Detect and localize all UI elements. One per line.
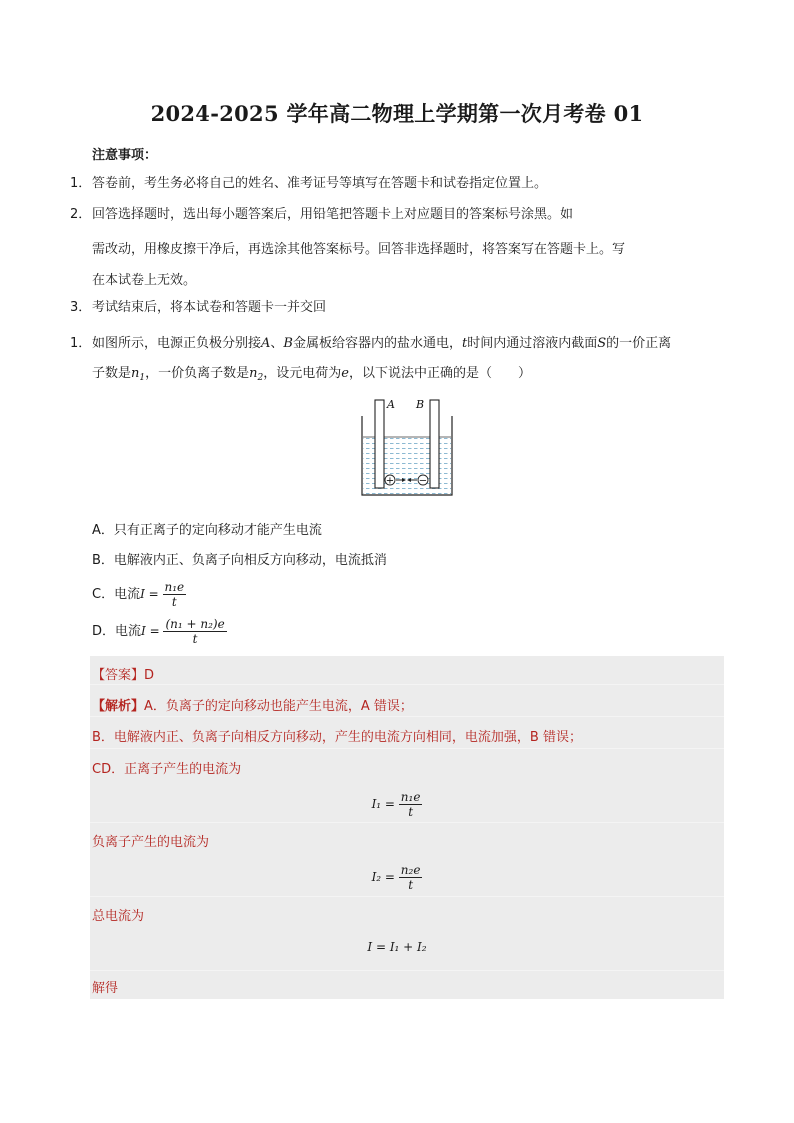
- question-stem-line-1: 1．如图所示，电源正负极分别接A、B金属板给容器内的盐水通电，t时间内通过溶液内截面S的一价正离: [70, 336, 672, 351]
- notice-item-2-cont-1: 需改动，用橡皮擦干净后，再选涂其他答案标号。回答非选择题时，将答案写在答题卡上。写: [92, 242, 626, 257]
- option-d: D．电流I = $\frac{\text{(n₁ + n₂)e}}{t}$: [92, 617, 225, 646]
- solve-text: 解得: [92, 981, 119, 996]
- label-a: A: [387, 398, 395, 411]
- page-title: 2024-2025 学年高二物理上学期第一次月考卷 01: [150, 101, 644, 126]
- row-divider: [90, 896, 724, 897]
- question-stem-line-2: 子数是$n_1$，一价负离子数是$n_2$，设元电荷为e，以下说法中正确的是（ ）: [92, 366, 531, 383]
- row-divider: [90, 684, 724, 685]
- row-divider: [90, 970, 724, 971]
- row-divider: [90, 716, 724, 717]
- equation-total: I = I₁ + I₂: [367, 940, 427, 954]
- negative-ion-sign: −: [418, 475, 428, 487]
- negative-ion-text: 负离子产生的电流为: [92, 835, 210, 850]
- label-b: B: [416, 398, 425, 411]
- total-current-text: 总电流为: [92, 909, 145, 924]
- option-a: A．只有正离子的定向移动才能产生电流: [92, 523, 322, 538]
- option-c: C．电流I = $\frac{\text{n₁e}}{t}$: [92, 580, 185, 609]
- option-b: B．电解液内正、负离子向相反方向移动，电流抵消: [92, 553, 387, 568]
- notice-item-3: 3．考试结束后，将本试卷和答题卡一并交回: [70, 300, 327, 315]
- notice-item-2-cont-2: 在本试卷上无效。: [92, 273, 197, 288]
- notice-item-2: 2．回答选择题时，选出每小题答案后，用铅笔把答题卡上对应题目的答案标号涂黑。如: [70, 207, 574, 222]
- equation-i1: I₁ = $\frac{\text{n₁e}}{t}$: [371, 790, 421, 819]
- analysis-line-b: B．电解液内正、负离子向相反方向移动，产生的电流方向相同，电流加强，B 错误；: [92, 730, 582, 745]
- row-divider: [90, 748, 724, 749]
- analysis-line-a: 【解析】A．负离子的定向移动也能产生电流，A 错误；: [92, 699, 413, 714]
- electrolysis-figure: [360, 396, 454, 498]
- positive-ion-sign: +: [385, 475, 395, 487]
- answer-line: 【答案】D: [92, 668, 155, 683]
- plate-b: [430, 400, 439, 488]
- notice-heading: 注意事项：: [92, 148, 158, 163]
- notice-item-1: 1．答卷前，考生务必将自己的姓名、准考证号等填写在答题卡和试卷指定位置上。: [70, 176, 548, 191]
- analysis-line-cd: CD．正离子产生的电流为: [92, 762, 242, 777]
- equation-i2: I₂ = $\frac{\text{n₂e}}{t}$: [371, 863, 421, 892]
- plate-a: [375, 400, 384, 488]
- row-divider: [90, 822, 724, 823]
